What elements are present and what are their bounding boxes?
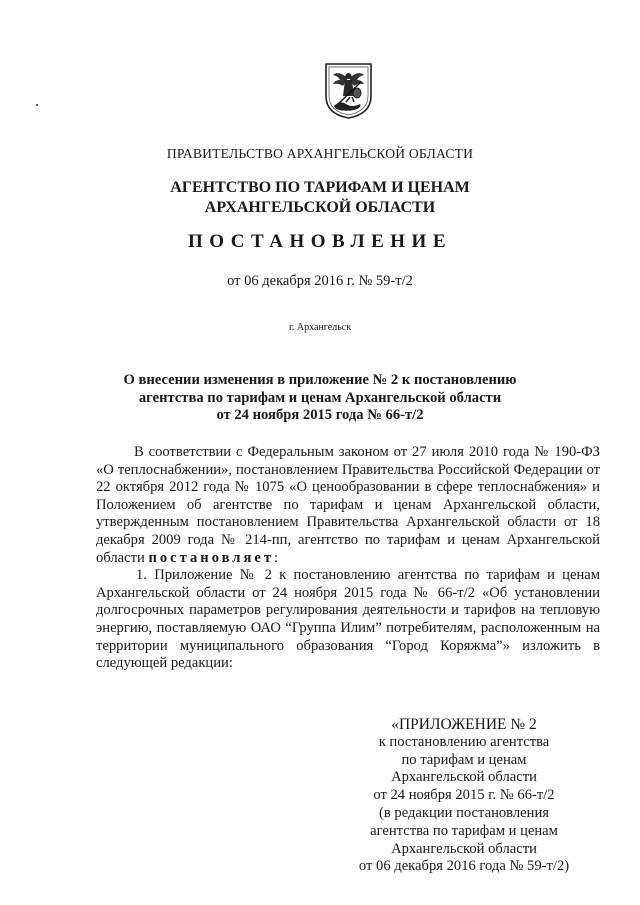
subject-line3: от 24 ноября 2015 года № 66-т/2 <box>216 407 424 423</box>
coat-of-arms-icon <box>324 62 373 120</box>
document-body <box>96 444 600 673</box>
appendix-line3: по тарифам и ценам <box>401 751 527 768</box>
appendix-line9: от 06 декабря 2016 года № 59-т/2) <box>358 858 570 875</box>
appendix-line5: от 24 ноября 2015 г. № 66-т/2 <box>373 787 555 804</box>
appendix-heading <box>344 716 584 876</box>
body-paragraph-1 <box>96 444 600 567</box>
appendix-line6: (в редакции постановления <box>379 804 549 821</box>
government-name: ПРАВИТЕЛЬСТВО АРХАНГЕЛЬСКОЙ ОБЛАСТИ <box>166 146 474 161</box>
document-type: ПОСТАНОВЛЕНИЕ <box>187 231 453 252</box>
decree-keyword: постановляет <box>148 549 275 566</box>
document-subject <box>0 372 640 425</box>
paragraph-1-end: : <box>274 549 279 566</box>
appendix-line8: Архангельской области <box>391 840 537 857</box>
document-date-number: от 06 декабря 2016 г. № 59-т/2 <box>227 273 413 289</box>
subject-line2: агентства по тарифам и ценам Архангельской области <box>138 389 502 406</box>
subject-line1: О внесении изменения в приложение № 2 к постановлению <box>123 372 517 388</box>
appendix-line4: Архангельской области <box>391 769 537 786</box>
appendix-line2: к постановлению агентства <box>378 733 550 750</box>
paragraph-1-text: В соответствии с Федеральным законом от 27 июля 2010 года № 190-ФЗ «О теплоснабжении», постановлением Правительства Российской Федерации от 22 октября 2012 года № 1075 «О ценообразовании в сфере теплоснабжения» и Положением об агентстве по тарифам и ценам Архангельской области, утвержденным постановлением Правительства Архангельской области от 18 декабря 2009 года № 214-пп, агентство по тарифам и ценам Архангельской области <box>96 444 600 566</box>
appendix-line1: «ПРИЛОЖЕНИЕ № 2 <box>391 716 537 733</box>
agency-name-line1: АГЕНТСТВО ПО ТАРИФАМ И ЦЕНАМ <box>170 179 470 196</box>
agency-name <box>0 178 640 218</box>
body-paragraph-2: 1. Приложение № 2 к постановлению агентства по тарифам и ценам Архангельской области от 24 ноября 2015 года № 66-т/2 «Об установлении долгосрочных параметров регулирования деятельности и тарифов на тепловую энергию, поставляемую ОАО “Группа Илим” потребителям, расположенным на территории муниципального образования “Город Коряжма”» изложить в следующей редакции: <box>96 567 600 672</box>
agency-name-line2: АРХАНГЕЛЬСКОЙ ОБЛАСТИ <box>204 199 436 216</box>
document-city: г. Архангельск <box>288 322 352 333</box>
scan-speck <box>36 104 38 106</box>
appendix-line7: агентства по тарифам и ценам <box>370 822 558 839</box>
